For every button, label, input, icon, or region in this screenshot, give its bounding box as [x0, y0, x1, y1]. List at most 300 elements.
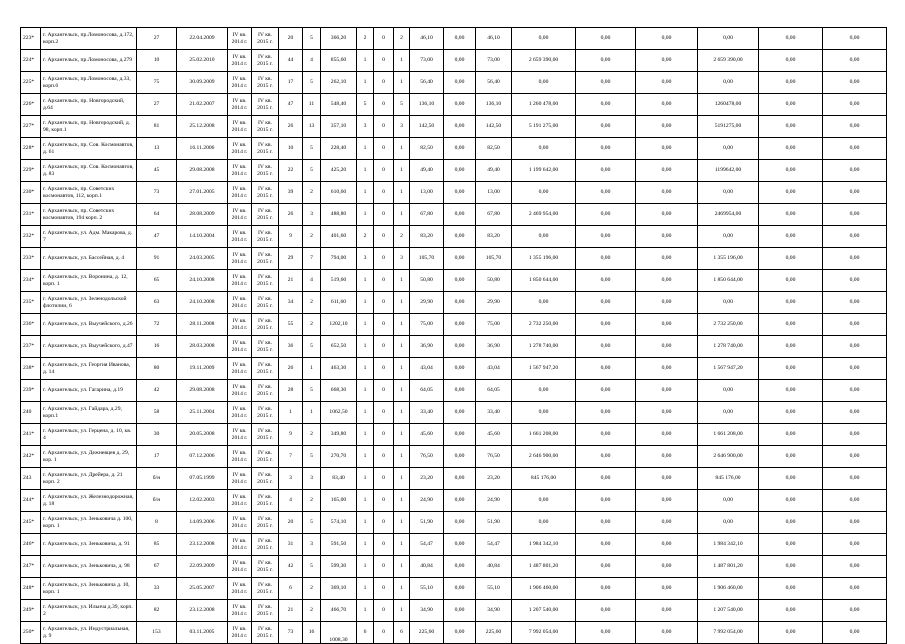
cost-total-cell: 1 355 196,00: [512, 248, 576, 270]
cost-regional-cell: 0,00: [636, 138, 698, 160]
cost-extra-cell: 0,00: [823, 270, 887, 292]
planned-start-year: 2014 г.: [231, 104, 248, 111]
planned-start-cell: [228, 270, 252, 292]
planned-start-year: 2014 г.: [231, 544, 248, 551]
cost-regional-cell: 0,00: [636, 622, 698, 644]
cost-total-cell: 1 199 642,00: [512, 160, 576, 182]
apartments-private-cell: 0: [374, 182, 394, 204]
building-year-cell: 63: [137, 292, 177, 314]
living-area-total-cell: 46,10: [410, 28, 444, 50]
building-year-cell: 91: [137, 248, 177, 270]
cost-regional-cell: 0,00: [636, 380, 698, 402]
recognition-date-cell: 28.11.2008: [177, 314, 228, 336]
recognition-date-cell: 14.10.2004: [177, 226, 228, 248]
planned-start-cell: [228, 380, 252, 402]
cost-total-cell: 1 567 947,20: [512, 358, 576, 380]
planned-start-quarter: IV кв.: [232, 428, 247, 435]
planned-start-quarter: IV кв.: [232, 208, 247, 215]
apartments-municipal-cell: 1: [394, 138, 410, 160]
living-area-municipal-cell: 67,80: [476, 204, 512, 226]
planned-end-quarter: IV кв.: [258, 538, 272, 545]
planned-start-year: 2014 г.: [231, 236, 248, 243]
planned-start-cell: [228, 578, 252, 600]
residents-count-cell: 29: [279, 248, 303, 270]
residents-count-cell: 21: [279, 270, 303, 292]
resettled-count-cell: 2: [303, 292, 321, 314]
planned-end-cell: [252, 270, 279, 292]
planned-end-year: 2015 г.: [257, 126, 273, 133]
planned-start-year: 2014 г.: [231, 60, 248, 67]
planned-start-cell: [228, 600, 252, 622]
cost-fund-cell: 0,00: [576, 534, 636, 556]
apartments-municipal-cell: 6: [394, 622, 410, 644]
residents-count-cell: 17: [279, 72, 303, 94]
table-row: [21, 182, 887, 204]
cost-total-cell: 1 984 342,10: [512, 534, 576, 556]
row-number-cell: 236*: [21, 314, 41, 336]
cost-extra-cell: 0,00: [823, 314, 887, 336]
planned-start-cell: [228, 402, 252, 424]
recognition-date-cell: 23.12.2008: [177, 534, 228, 556]
cost-total-cell: 7 992 054,00: [512, 622, 576, 644]
apartments-private-cell: 0: [374, 402, 394, 424]
planned-start-quarter: IV кв.: [232, 406, 247, 413]
resettled-count-cell: 2: [303, 226, 321, 248]
living-area-private-cell: 0,00: [444, 94, 476, 116]
cost-local-cell: 1 661 208,00: [698, 424, 759, 446]
recognition-date-cell: 14.09.2006: [177, 512, 228, 534]
cost-regional-cell: 0,00: [636, 358, 698, 380]
planned-end-quarter: IV кв.: [258, 76, 272, 83]
living-area-municipal-cell: 23,20: [476, 468, 512, 490]
cost-fund-cell: 0,00: [576, 72, 636, 94]
building-year-cell: 85: [137, 534, 177, 556]
cost-regional-cell: 0,00: [636, 578, 698, 600]
planned-start-year: 2014 г.: [231, 434, 248, 441]
planned-start-quarter: IV кв.: [232, 560, 247, 567]
residents-count-cell: 26: [279, 358, 303, 380]
apartments-municipal-cell: 1: [394, 446, 410, 468]
cost-other-cell: 0,00: [759, 336, 823, 358]
building-year-cell: 72: [137, 314, 177, 336]
resettled-count-cell: 1: [303, 402, 321, 424]
living-area-private-cell: 0,00: [444, 358, 476, 380]
living-area-municipal-cell: 225,60: [476, 622, 512, 644]
apartments-total-cell: 1: [357, 292, 374, 314]
apartments-municipal-cell: 1: [394, 270, 410, 292]
cost-local-cell: 1 355 196,00: [698, 248, 759, 270]
cost-extra-cell: 0,00: [823, 94, 887, 116]
table-row: [21, 534, 887, 556]
resettled-count-cell: 11: [303, 94, 321, 116]
planned-start-quarter: IV кв.: [232, 252, 247, 259]
planned-end-cell: [252, 50, 279, 72]
total-area-cell: 574,10: [321, 512, 357, 534]
cost-total-cell: 2 646 900,00: [512, 446, 576, 468]
table-row: [21, 138, 887, 160]
living-area-municipal-cell: 34,90: [476, 600, 512, 622]
planned-end-year: 2015 г.: [257, 456, 273, 463]
planned-start-year: 2014 г.: [231, 632, 248, 639]
planned-start-cell: [228, 94, 252, 116]
apartments-total-cell: 1: [357, 534, 374, 556]
cost-total-cell: 0,00: [512, 226, 576, 248]
planned-start-quarter: IV кв.: [232, 142, 247, 149]
apartments-municipal-cell: 3: [394, 248, 410, 270]
building-year-cell: 81: [137, 116, 177, 138]
cost-fund-cell: 0,00: [576, 402, 636, 424]
cost-fund-cell: 0,00: [576, 204, 636, 226]
total-area-cell: 488,80: [321, 204, 357, 226]
cost-local-cell: 1 850 644,00: [698, 270, 759, 292]
residents-count-cell: 31: [279, 534, 303, 556]
apartments-total-cell: 1: [357, 490, 374, 512]
planned-start-quarter: IV кв.: [232, 340, 247, 347]
living-area-private-cell: 0,00: [444, 622, 476, 644]
table-row: [21, 50, 887, 72]
apartments-municipal-cell: 1: [394, 292, 410, 314]
planned-end-year: 2015 г.: [257, 346, 273, 353]
residents-count-cell: 73: [279, 622, 303, 644]
building-year-cell: 30: [137, 424, 177, 446]
cost-fund-cell: 0,00: [576, 380, 636, 402]
building-year-cell: 10: [137, 50, 177, 72]
living-area-total-cell: 75,00: [410, 314, 444, 336]
living-area-total-cell: 73,00: [410, 50, 444, 72]
apartments-municipal-cell: 1: [394, 600, 410, 622]
living-area-private-cell: 0,00: [444, 380, 476, 402]
living-area-private-cell: 0,00: [444, 336, 476, 358]
residents-count-cell: 1: [279, 402, 303, 424]
planned-end-cell: [252, 402, 279, 424]
planned-start-quarter: IV кв.: [232, 516, 247, 523]
living-area-municipal-cell: 40,84: [476, 556, 512, 578]
planned-end-year: 2015 г.: [257, 412, 273, 419]
cost-extra-cell: 0,00: [823, 380, 887, 402]
cost-total-cell: 0,00: [512, 28, 576, 50]
cost-other-cell: 0,00: [759, 446, 823, 468]
apartments-total-cell: 3: [357, 116, 374, 138]
apartments-total-cell: 1: [357, 380, 374, 402]
planned-start-quarter: IV кв.: [232, 120, 247, 127]
total-area-cell: 1202,10: [321, 314, 357, 336]
resettled-count-cell: 5: [303, 556, 321, 578]
cost-local-cell: 2 732 250,00: [698, 314, 759, 336]
living-area-private-cell: 0,00: [444, 116, 476, 138]
row-number-cell: 223*: [21, 28, 41, 50]
cost-local-cell: 845 176,00: [698, 468, 759, 490]
planned-start-cell: [228, 490, 252, 512]
apartments-total-cell: 2: [357, 28, 374, 50]
planned-end-cell: [252, 116, 279, 138]
cost-local-cell: 2 646 900,00: [698, 446, 759, 468]
living-area-private-cell: 0,00: [444, 512, 476, 534]
residents-count-cell: 28: [279, 380, 303, 402]
planned-start-year: 2014 г.: [231, 302, 248, 309]
planned-end-year: 2015 г.: [257, 610, 273, 617]
cost-regional-cell: 0,00: [636, 292, 698, 314]
row-number-cell: 239*: [21, 380, 41, 402]
cost-fund-cell: 0,00: [576, 600, 636, 622]
recognition-date-cell: 12.02.2003: [177, 490, 228, 512]
address-cell: г. Архангельск, ул. Гагарина, д.19: [41, 380, 137, 402]
cost-regional-cell: 0,00: [636, 336, 698, 358]
cost-other-cell: 0,00: [759, 314, 823, 336]
living-area-municipal-cell: 45,60: [476, 424, 512, 446]
table-row: [21, 358, 887, 380]
address-cell: г. Архангельск, ул. Георгия Иванова, д. 14: [41, 358, 137, 380]
planned-start-quarter: IV кв.: [232, 296, 247, 303]
resettled-count-cell: 3: [303, 468, 321, 490]
table-row: [21, 380, 887, 402]
recognition-date-cell: 20.05.2008: [177, 424, 228, 446]
total-area-cell: 357,10: [321, 116, 357, 138]
address-cell: г. Архангельск, пр.Ломоносова, д.279: [41, 50, 137, 72]
table-row: [21, 226, 887, 248]
living-area-private-cell: 0,00: [444, 204, 476, 226]
row-number-cell: 243: [21, 468, 41, 490]
address-cell: г. Архангельск, ул. Железнодорожная, д. 18: [41, 490, 137, 512]
residents-count-cell: 55: [279, 314, 303, 336]
cost-fund-cell: 0,00: [576, 622, 636, 644]
resettled-count-cell: 5: [303, 336, 321, 358]
residents-count-cell: 21: [279, 600, 303, 622]
planned-end-cell: [252, 578, 279, 600]
cost-local-cell: 1 278 740,00: [698, 336, 759, 358]
living-area-municipal-cell: 43,04: [476, 358, 512, 380]
row-number-cell: 231*: [21, 204, 41, 226]
planned-start-quarter: IV кв.: [232, 582, 247, 589]
cost-extra-cell: 0,00: [823, 72, 887, 94]
apartments-private-cell: 0: [374, 28, 394, 50]
cost-fund-cell: 0,00: [576, 50, 636, 72]
apartments-private-cell: 0: [374, 314, 394, 336]
living-area-total-cell: 40,84: [410, 556, 444, 578]
cost-local-cell: 7 992 054,00: [698, 622, 759, 644]
resettled-count-cell: 13: [303, 116, 321, 138]
planned-start-cell: [228, 358, 252, 380]
total-area-cell: 611,60: [321, 292, 357, 314]
planned-start-quarter: IV кв.: [232, 472, 247, 479]
planned-start-quarter: IV кв.: [232, 54, 247, 61]
planned-start-year: 2014 г.: [231, 566, 248, 573]
cost-regional-cell: 0,00: [636, 116, 698, 138]
recognition-date-cell: 22.04.2009: [177, 28, 228, 50]
apartments-private-cell: 0: [374, 380, 394, 402]
cost-other-cell: 0,00: [759, 116, 823, 138]
planned-end-quarter: IV кв.: [258, 560, 272, 567]
planned-start-year: 2014 г.: [231, 368, 248, 375]
cost-local-cell: 1 207 540,00: [698, 600, 759, 622]
planned-start-cell: [228, 556, 252, 578]
recognition-date-cell: 29.08.2008: [177, 380, 228, 402]
planned-start-year: 2014 г.: [231, 588, 248, 595]
cost-fund-cell: 0,00: [576, 270, 636, 292]
cost-regional-cell: 0,00: [636, 446, 698, 468]
apartments-private-cell: 0: [374, 512, 394, 534]
planned-end-year: 2015 г.: [257, 434, 273, 441]
table-row: [21, 248, 887, 270]
address-cell: г. Архангельск, ул. Зеньковича д. 10, корп. 1: [41, 578, 137, 600]
living-area-total-cell: 29,90: [410, 292, 444, 314]
living-area-total-cell: 43,04: [410, 358, 444, 380]
recognition-date-cell: 25.02.2010: [177, 50, 228, 72]
planned-start-quarter: IV кв.: [232, 32, 247, 39]
living-area-municipal-cell: 29,90: [476, 292, 512, 314]
planned-end-cell: [252, 490, 279, 512]
table-row: [21, 468, 887, 490]
planned-end-cell: [252, 28, 279, 50]
address-cell: г. Архангельск, пр. Советских космонавтов, 112, корп.1: [41, 182, 137, 204]
total-area-cell: 610,60: [321, 182, 357, 204]
resettled-count-cell: 5: [303, 446, 321, 468]
living-area-municipal-cell: 54,47: [476, 534, 512, 556]
apartments-private-cell: 0: [374, 94, 394, 116]
row-number-cell: 248*: [21, 578, 41, 600]
planned-start-cell: [228, 116, 252, 138]
recognition-date-cell: 07.05.1999: [177, 468, 228, 490]
cost-other-cell: 0,00: [759, 270, 823, 292]
planned-end-cell: [252, 182, 279, 204]
table-row: [21, 556, 887, 578]
residents-count-cell: 9: [279, 226, 303, 248]
cost-other-cell: 0,00: [759, 424, 823, 446]
cost-other-cell: 0,00: [759, 50, 823, 72]
address-cell: г. Архангельск, ул. Выучейского, д.47: [41, 336, 137, 358]
apartments-municipal-cell: 1: [394, 512, 410, 534]
planned-start-quarter: IV кв.: [232, 538, 247, 545]
cost-extra-cell: 0,00: [823, 468, 887, 490]
living-area-private-cell: 0,00: [444, 226, 476, 248]
planned-start-quarter: IV кв.: [232, 76, 247, 83]
cost-total-cell: 845 176,00: [512, 468, 576, 490]
apartments-private-cell: 0: [374, 248, 394, 270]
residents-count-cell: 44: [279, 50, 303, 72]
cost-other-cell: 0,00: [759, 600, 823, 622]
cost-extra-cell: 0,00: [823, 578, 887, 600]
cost-regional-cell: 0,00: [636, 50, 698, 72]
cost-extra-cell: 0,00: [823, 28, 887, 50]
planned-start-year: 2014 г.: [231, 346, 248, 353]
cost-fund-cell: 0,00: [576, 468, 636, 490]
cost-other-cell: 0,00: [759, 622, 823, 644]
cost-other-cell: 0,00: [759, 204, 823, 226]
residents-count-cell: 20: [279, 28, 303, 50]
apartments-municipal-cell: 1: [394, 336, 410, 358]
cost-fund-cell: 0,00: [576, 490, 636, 512]
residents-count-cell: 6: [279, 578, 303, 600]
planned-end-quarter: IV кв.: [258, 296, 272, 303]
recognition-date-cell: 16.11.2006: [177, 138, 228, 160]
living-area-total-cell: 23,20: [410, 468, 444, 490]
resettled-count-cell: 5: [303, 160, 321, 182]
planned-start-cell: [228, 292, 252, 314]
planned-end-year: 2015 г.: [257, 236, 273, 243]
table-row: [21, 72, 887, 94]
address-cell: г. Архангельск, ул. Дрейера, д. 21 корп. 2: [41, 468, 137, 490]
recognition-date-cell: 28.08.2009: [177, 204, 228, 226]
cost-local-cell: 0,00: [698, 490, 759, 512]
planned-end-year: 2015 г.: [257, 104, 273, 111]
planned-end-quarter: IV кв.: [258, 54, 272, 61]
planned-end-year: 2015 г.: [257, 170, 273, 177]
planned-end-cell: [252, 248, 279, 270]
building-year-cell: 82: [137, 600, 177, 622]
planned-end-quarter: IV кв.: [258, 406, 272, 413]
total-area-cell: 652,50: [321, 336, 357, 358]
apartments-municipal-cell: 1: [394, 424, 410, 446]
cost-other-cell: 0,00: [759, 248, 823, 270]
living-area-total-cell: 54,47: [410, 534, 444, 556]
living-area-total-cell: 13,00: [410, 182, 444, 204]
planned-end-year: 2015 г.: [257, 390, 273, 397]
residents-count-cell: 9: [279, 424, 303, 446]
total-area-cell: 466,70: [321, 600, 357, 622]
table-row: [21, 336, 887, 358]
resettled-count-cell: 1: [303, 358, 321, 380]
living-area-private-cell: 0,00: [444, 160, 476, 182]
planned-end-quarter: IV кв.: [258, 472, 272, 479]
cost-fund-cell: 0,00: [576, 446, 636, 468]
planned-start-cell: [228, 226, 252, 248]
apartments-municipal-cell: 1: [394, 314, 410, 336]
resettled-count-cell: 7: [303, 248, 321, 270]
building-year-cell: 27: [137, 94, 177, 116]
planned-end-year: 2015 г.: [257, 302, 273, 309]
cost-extra-cell: 0,00: [823, 358, 887, 380]
living-area-private-cell: 0,00: [444, 50, 476, 72]
cost-extra-cell: 0,00: [823, 446, 887, 468]
total-area-cell: 165,00: [321, 490, 357, 512]
apartments-private-cell: 0: [374, 138, 394, 160]
total-area-cell: 401,60: [321, 226, 357, 248]
row-number-cell: 246*: [21, 534, 41, 556]
living-area-private-cell: 0,00: [444, 28, 476, 50]
cost-other-cell: 0,00: [759, 160, 823, 182]
cost-other-cell: 0,00: [759, 578, 823, 600]
cost-other-cell: 0,00: [759, 490, 823, 512]
apartments-total-cell: 1: [357, 600, 374, 622]
resettled-count-cell: 2: [303, 490, 321, 512]
building-year-cell: 13: [137, 138, 177, 160]
living-area-private-cell: 0,00: [444, 578, 476, 600]
cost-other-cell: 0,00: [759, 534, 823, 556]
planned-end-cell: [252, 314, 279, 336]
planned-start-cell: [228, 622, 252, 644]
cost-extra-cell: 0,00: [823, 600, 887, 622]
cost-local-cell: 0,00: [698, 28, 759, 50]
apartments-private-cell: 0: [374, 556, 394, 578]
apartments-private-cell: 0: [374, 50, 394, 72]
cost-extra-cell: 0,00: [823, 204, 887, 226]
residents-count-cell: 7: [279, 446, 303, 468]
cost-extra-cell: 0,00: [823, 50, 887, 72]
cost-fund-cell: 0,00: [576, 182, 636, 204]
row-number-cell: 249*: [21, 600, 41, 622]
planned-start-quarter: IV кв.: [232, 450, 247, 457]
planned-end-year: 2015 г.: [257, 82, 273, 89]
apartments-private-cell: 0: [374, 226, 394, 248]
living-area-municipal-cell: 36,90: [476, 336, 512, 358]
residents-count-cell: 47: [279, 94, 303, 116]
cost-fund-cell: 0,00: [576, 358, 636, 380]
apartments-total-cell: 6: [357, 622, 374, 644]
resettled-count-cell: 2: [303, 314, 321, 336]
living-area-municipal-cell: 50,80: [476, 270, 512, 292]
living-area-total-cell: 225,60: [410, 622, 444, 644]
cost-total-cell: 2 659 390,00: [512, 50, 576, 72]
cost-total-cell: 0,00: [512, 512, 576, 534]
